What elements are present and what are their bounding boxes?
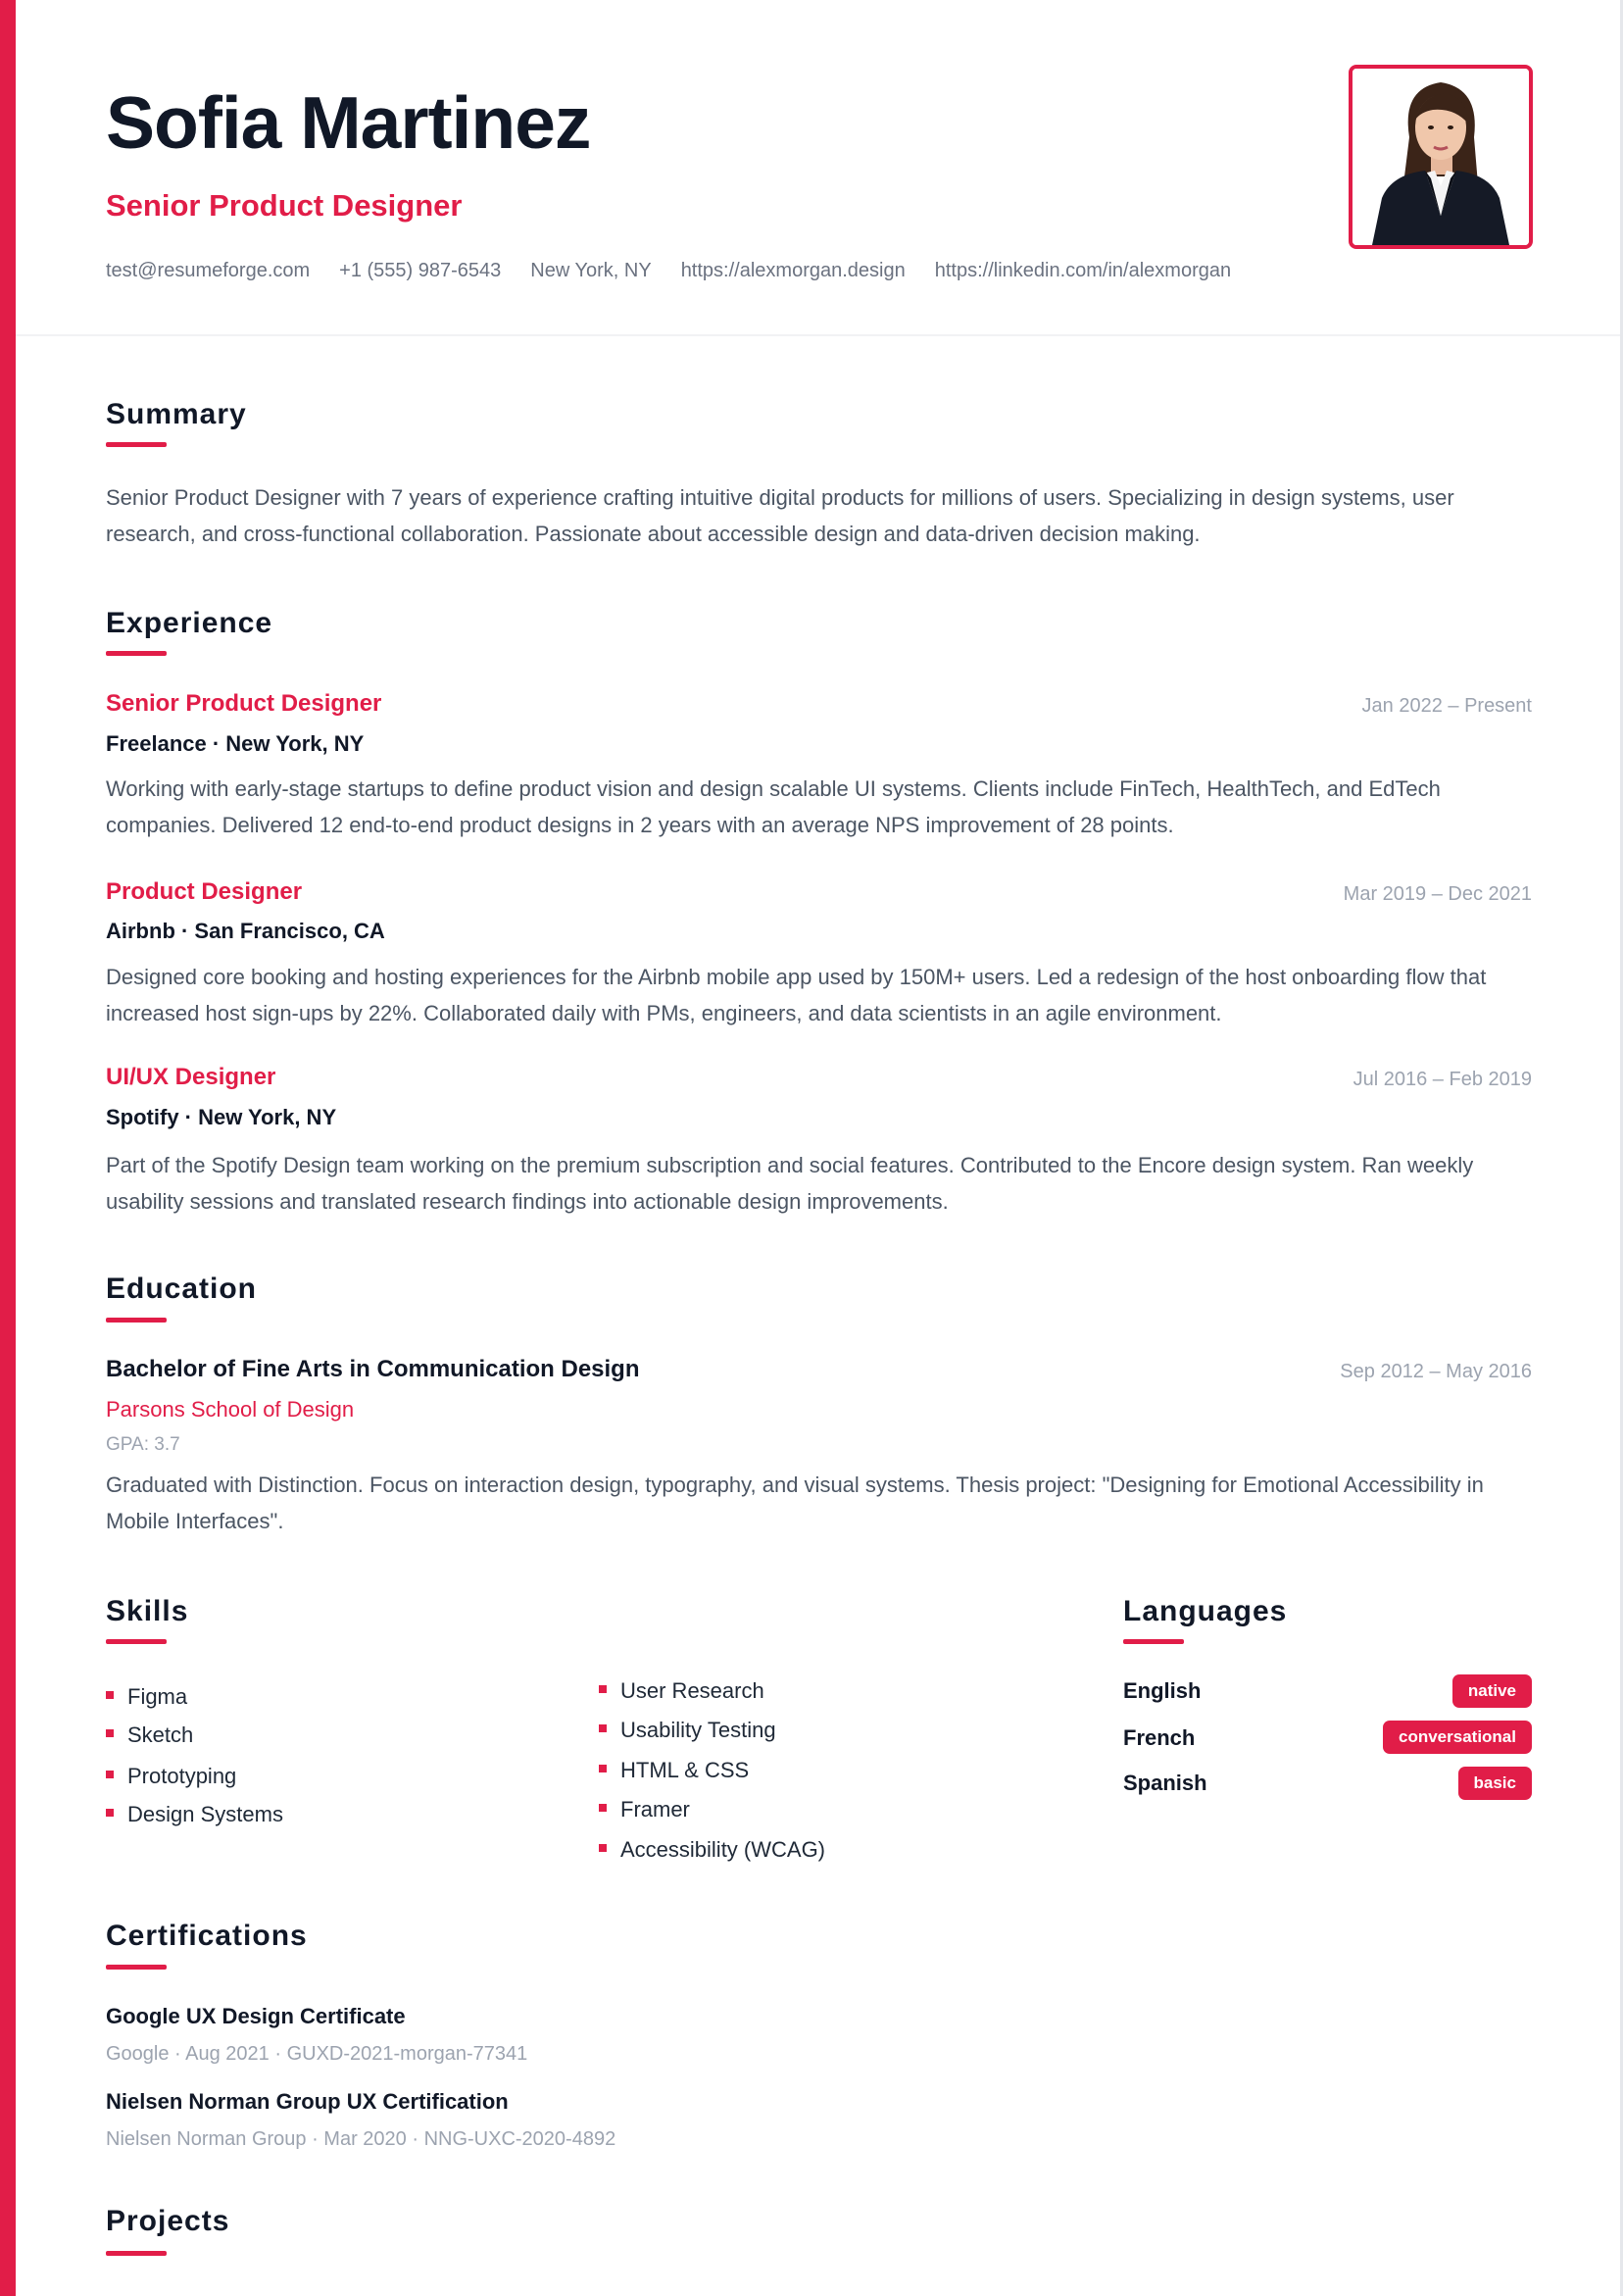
summary-heading: Summary — [106, 398, 247, 430]
skill-item: Figma — [106, 1682, 187, 1712]
certifications-heading-underline — [106, 1965, 167, 1970]
contact-location: New York, NY — [530, 260, 652, 281]
language-name: Spanish — [1123, 1771, 1207, 1795]
skill-item: Usability Testing — [599, 1716, 776, 1745]
job-dates: Jul 2016 – Feb 2019 — [1352, 1069, 1532, 1090]
job-description: Working with early-stage startups to define product vision and design scalable UI systems. Clients include FinTech, HealthTech, and EdTech companies. Delivered 12 end-to-end product designs in 2 years with an average NPS improvement of 28 points. — [106, 776, 1441, 837]
education-school: Parsons School of Design — [106, 1397, 355, 1422]
profile-photo — [1349, 65, 1533, 249]
summary-heading-underline — [106, 442, 167, 447]
bullet-square-icon — [599, 1685, 607, 1693]
languages-heading-underline — [1123, 1639, 1184, 1644]
job-title: Product Designer — [106, 878, 303, 905]
bullet-square-icon — [106, 1809, 114, 1817]
experience-heading: Experience — [106, 607, 273, 639]
certification-meta: Nielsen Norman Group · Mar 2020 · NNG-UXC-2020-4892 — [106, 2128, 616, 2150]
experience-heading-underline — [106, 651, 167, 656]
certification-meta: Google · Aug 2021 · GUXD-2021-morgan-77341 — [106, 2043, 528, 2065]
skill-item: HTML & CSS — [599, 1756, 749, 1785]
resume-header — [16, 0, 1620, 336]
bullet-square-icon — [106, 1771, 114, 1778]
skill-item: Design Systems — [106, 1800, 283, 1829]
summary-text: Senior Product Designer with 7 years of experience crafting intuitive digital products for millions of users. Specializing in design systems, user research, and cross-functional collaboration. Passionate about accessible design and data-driven decision making. — [106, 485, 1454, 546]
contact-phone[interactable]: +1 (555) 987-6543 — [339, 260, 502, 281]
certifications-heading: Certifications — [106, 1920, 308, 1952]
language-level-badge: native — [1452, 1674, 1532, 1708]
language-level-badge: conversational — [1383, 1721, 1532, 1754]
bullet-square-icon — [599, 1765, 607, 1772]
job-description: Part of the Spotify Design team working on the premium subscription and social features. Contributed to the Encore design system. Ran weekly usability sessions and translated research findings into actionable design improvements. — [106, 1153, 1474, 1214]
language-name: French — [1123, 1725, 1196, 1750]
bullet-square-icon — [599, 1844, 607, 1852]
skill-item: Sketch — [106, 1721, 193, 1750]
education-heading: Education — [106, 1273, 258, 1305]
education-description: Graduated with Distinction. Focus on interaction design, typography, and visual systems. Thesis project: "Designing for Emotional Accessibility in Mobile Interfaces". — [106, 1472, 1484, 1533]
skill-item: Framer — [599, 1795, 690, 1824]
skill-item: Accessibility (WCAG) — [599, 1835, 825, 1865]
skills-heading-underline — [106, 1639, 167, 1644]
contact-email[interactable]: test@resumeforge.com — [106, 260, 311, 281]
language-name: English — [1123, 1678, 1202, 1703]
job-company: Spotify · New York, NY — [106, 1105, 337, 1129]
job-company: Airbnb · San Francisco, CA — [106, 919, 385, 943]
profile-portrait-illustration — [1352, 69, 1529, 245]
bullet-square-icon — [106, 1691, 114, 1699]
bullet-square-icon — [599, 1804, 607, 1812]
certification-name: Google UX Design Certificate — [106, 2004, 406, 2028]
projects-heading: Projects — [106, 2205, 230, 2237]
language-level-badge: basic — [1458, 1767, 1532, 1800]
languages-heading: Languages — [1123, 1595, 1288, 1627]
job-dates: Jan 2022 – Present — [1361, 695, 1532, 717]
candidate-title: Senior Product Designer — [106, 188, 463, 223]
skills-heading: Skills — [106, 1595, 189, 1627]
education-heading-underline — [106, 1318, 167, 1323]
skill-item: User Research — [599, 1676, 764, 1706]
accent-sidebar-bar — [0, 0, 16, 2296]
bullet-square-icon — [106, 1729, 114, 1737]
education-degree: Bachelor of Fine Arts in Communication Design — [106, 1356, 640, 1382]
job-title: Senior Product Designer — [106, 690, 382, 717]
job-description: Designed core booking and hosting experiences for the Airbnb mobile app used by 150M+ users. Led a redesign of the host onboarding flow that increased host sign-ups by 22%. Collaborated daily with PMs, engineers, and data scientists in an agile environment. — [106, 965, 1487, 1025]
job-title: UI/UX Designer — [106, 1064, 276, 1090]
skill-item: Prototyping — [106, 1762, 236, 1791]
job-company: Freelance · New York, NY — [106, 731, 365, 756]
education-gpa: GPA: 3.7 — [106, 1434, 180, 1455]
contact-website[interactable]: https://alexmorgan.design — [680, 260, 906, 281]
education-dates: Sep 2012 – May 2016 — [1340, 1361, 1532, 1382]
bullet-square-icon — [599, 1724, 607, 1732]
certification-name: Nielsen Norman Group UX Certification — [106, 2089, 509, 2114]
projects-heading-underline — [106, 2251, 167, 2256]
contact-linkedin[interactable]: https://linkedin.com/in/alexmorgan — [934, 260, 1232, 281]
job-dates: Mar 2019 – Dec 2021 — [1343, 883, 1532, 905]
candidate-name: Sofia Martinez — [106, 81, 591, 164]
contact-info-row — [106, 257, 1231, 284]
